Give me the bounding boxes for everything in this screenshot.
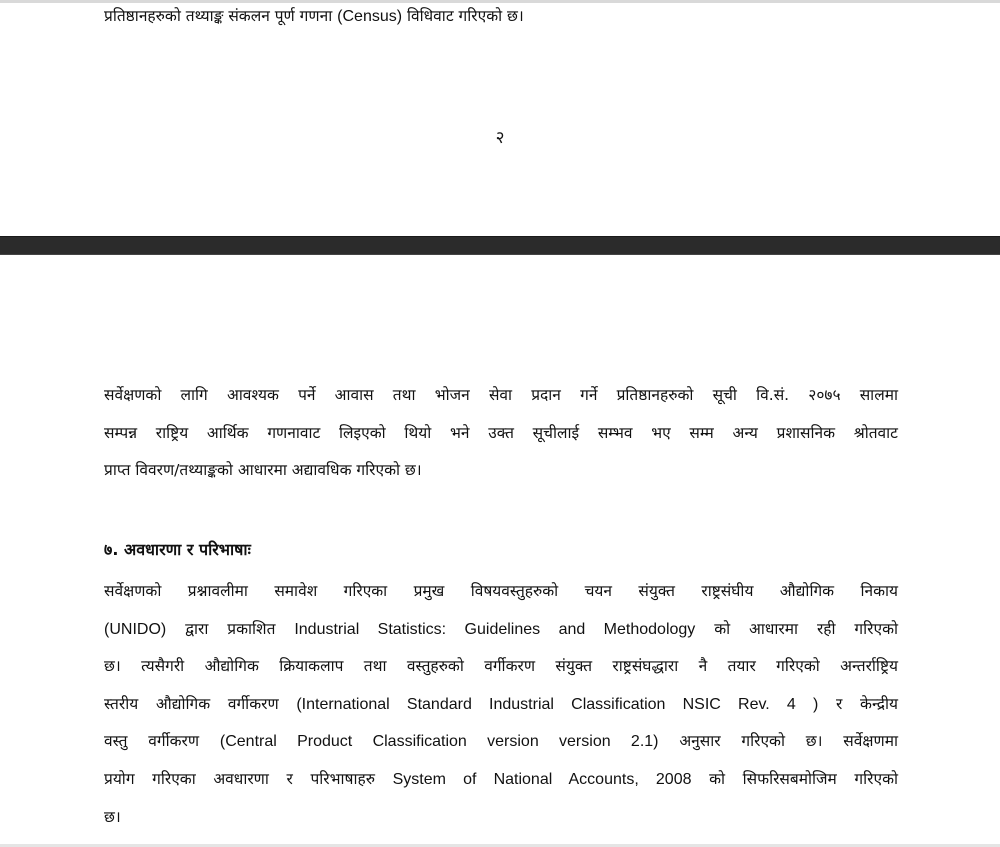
page-number: २ xyxy=(495,128,505,148)
text-segment: प्रतिष्ठानहरुको तथ्याङ्क संकलन पूर्ण गणना xyxy=(104,7,338,25)
paragraph-concepts-definitions xyxy=(104,573,898,836)
paragraph-line xyxy=(104,686,898,724)
text-segment: विधिवाट गरिएको छ। xyxy=(402,7,524,25)
sna-term: System of National Accounts, 2008 xyxy=(392,770,692,788)
paragraph-sampling-frame xyxy=(104,377,898,490)
previous-page xyxy=(0,0,1000,236)
paragraph-line xyxy=(104,611,898,649)
paragraph-line: सर्वेक्षणको लागि आवश्यक पर्ने आवास तथा भोजन सेवा प्रदान गर्ने प्रतिष्ठानहरुको सूची वि.सं. २०७५ सालमा xyxy=(104,386,898,404)
text-segment: द्वारा प्रकाशित xyxy=(166,619,295,638)
unido-term: (UNIDO) xyxy=(104,620,167,638)
paragraph-line: छ। त्यसैगरी औद्योगिक क्रियाकलाप तथा वस्तुहरुको वर्गीकरण संयुक्त राष्ट्रसंघद्धारा नै तयार गरिएको अन्तर्राष्ट्रिय xyxy=(104,657,898,676)
paragraph-line xyxy=(104,761,898,799)
text-segment: र केन्द्रीय xyxy=(818,694,898,713)
paragraph-line xyxy=(104,723,898,761)
text-segment: स्तरीय औद्योगिक वर्गीकरण xyxy=(104,694,297,713)
paragraph-line: सम्पन्न राष्ट्रिय आर्थिक गणनावाट लिइएको थियो भने उक्त सूचीलाई सम्भव भए सम्म अन्य प्रशासनिक श्रोतवाट xyxy=(104,423,898,442)
section-heading: ७. अवधारणा र परिभाषाः xyxy=(104,540,251,559)
previous-page-last-line xyxy=(104,2,524,31)
publication-title: Industrial Statistics: Guidelines and Methodology xyxy=(294,620,696,638)
text-segment: को सिफरिसबमोजिम गरिएको xyxy=(691,769,899,788)
page-separator xyxy=(0,236,1000,255)
isic-term: (International Standard Industrial Classification NSIC Rev. 4 ) xyxy=(296,695,819,713)
paragraph-line: प्राप्त विवरण/तथ्याङ्कको आधारमा अद्यावधिक गरिएको छ। xyxy=(104,461,422,480)
paragraph-line: सर्वेक्षणको प्रश्नावलीमा समावेश गरिएका प्रमुख विषयवस्तुहरुको चयन संयुक्त राष्ट्रसंघीय औद्योगिक निकाय xyxy=(104,582,898,600)
paragraph-line: छ। xyxy=(104,807,121,826)
text-segment: वस्तु वर्गीकरण xyxy=(104,732,220,751)
text-segment: अनुसार गरिएको छ। सर्वेक्षणमा xyxy=(658,732,898,751)
text-segment: को आधारमा रही गरिएको xyxy=(695,619,898,638)
current-page xyxy=(0,255,1000,847)
text-segment: प्रयोग गरिएका अवधारणा र परिभाषाहरु xyxy=(104,769,393,788)
cpc-term: (Central Product Classification version version 2.1) xyxy=(219,733,659,751)
census-term: (Census) xyxy=(337,8,403,25)
